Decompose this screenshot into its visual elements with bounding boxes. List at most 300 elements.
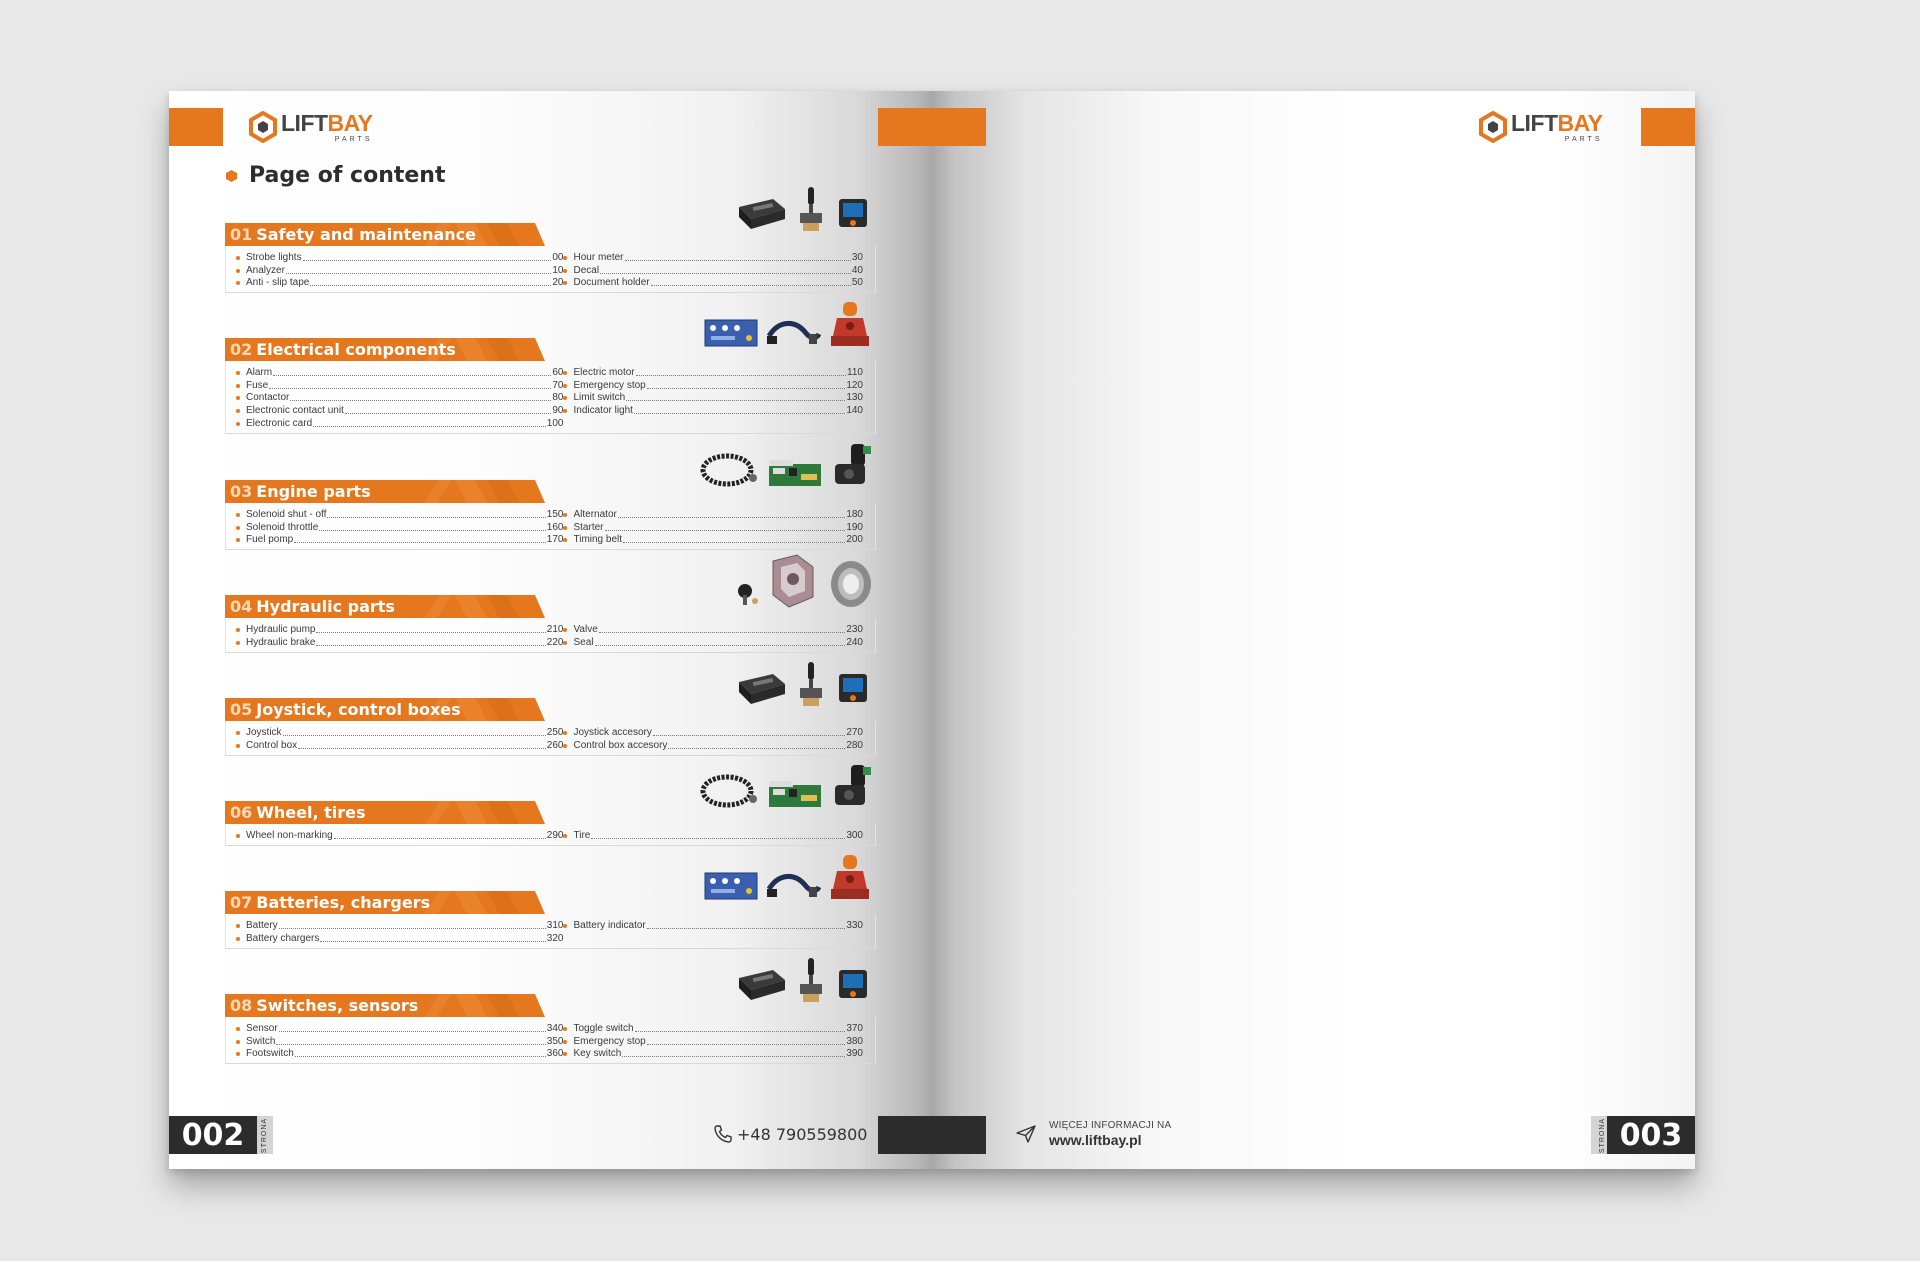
beacon-image bbox=[827, 853, 873, 903]
entry-label: Battery chargers bbox=[246, 932, 320, 944]
dot-leader bbox=[290, 400, 551, 401]
timing-belt-image bbox=[699, 450, 761, 490]
entries-column-right bbox=[563, 365, 863, 429]
entry-label: Emergency stop bbox=[573, 1035, 646, 1047]
entry-page: 20 bbox=[552, 277, 564, 289]
timing-belt-image bbox=[699, 771, 761, 811]
section-entries bbox=[225, 361, 876, 434]
entry-page: 270 bbox=[846, 726, 863, 738]
entry-page: 160 bbox=[546, 521, 564, 533]
entries-column-right bbox=[563, 250, 863, 288]
dot-leader bbox=[283, 735, 546, 736]
contents-entry[interactable] bbox=[236, 1034, 563, 1047]
contents-entry[interactable] bbox=[236, 725, 563, 738]
liftbay-logo: LIFTBAY PARTS bbox=[247, 109, 373, 145]
entry-page: 70 bbox=[552, 379, 564, 391]
bullet-dot bbox=[563, 628, 567, 632]
page-title: Page of content bbox=[226, 163, 446, 188]
entry-page: 30 bbox=[851, 251, 863, 263]
entry-page: 230 bbox=[846, 623, 863, 635]
dot-leader bbox=[286, 273, 551, 274]
entry-page: 280 bbox=[846, 739, 863, 751]
contents-entry[interactable] bbox=[563, 1047, 863, 1060]
entries-column-left bbox=[236, 725, 563, 751]
dot-leader bbox=[623, 542, 845, 543]
contents-entry[interactable] bbox=[236, 622, 563, 635]
section-number: 05 bbox=[230, 700, 253, 719]
dot-leader bbox=[298, 748, 546, 749]
entry-page: 320 bbox=[546, 932, 564, 944]
contents-entry[interactable] bbox=[236, 533, 563, 546]
joystick-image bbox=[795, 660, 827, 708]
dot-leader bbox=[625, 260, 851, 261]
entry-page: 370 bbox=[846, 1022, 863, 1034]
bullet-dot bbox=[563, 538, 567, 542]
right-page bbox=[932, 91, 1695, 1169]
bullet-dot bbox=[563, 641, 567, 645]
section-title: Electrical components bbox=[256, 340, 456, 359]
controller-image bbox=[735, 668, 789, 708]
contents-entry[interactable] bbox=[563, 276, 863, 289]
section-images bbox=[735, 660, 873, 708]
contents-section-03 bbox=[225, 480, 876, 550]
contents-entry[interactable] bbox=[563, 635, 863, 648]
entry-label: Indicator light bbox=[573, 405, 633, 417]
entry-label: Timing belt bbox=[573, 534, 623, 546]
contents-entry[interactable] bbox=[563, 403, 863, 416]
bullet-dot bbox=[563, 731, 567, 735]
phone-number: +48 790559800 bbox=[737, 1124, 868, 1144]
entry-page: 200 bbox=[846, 534, 863, 546]
hexagon-logo-icon bbox=[247, 111, 279, 143]
contents-entry[interactable] bbox=[236, 918, 563, 931]
section-header[interactable] bbox=[225, 338, 545, 361]
bracket-image bbox=[767, 553, 819, 609]
section-header[interactable] bbox=[225, 595, 545, 618]
entry-page: 10 bbox=[552, 264, 564, 276]
dot-leader bbox=[595, 645, 846, 646]
bullet-dot bbox=[236, 628, 240, 632]
header-tab-center-right bbox=[932, 108, 986, 146]
contents-entry[interactable] bbox=[563, 520, 863, 533]
section-title: Joystick, control boxes bbox=[256, 700, 461, 719]
entry-label: Starter bbox=[573, 521, 604, 533]
entries-column-right bbox=[563, 1021, 863, 1059]
entry-page: 190 bbox=[846, 521, 863, 533]
contents-entry[interactable] bbox=[563, 250, 863, 263]
more-info-label: WIĘCEJ INFORMACJI NA bbox=[1049, 1120, 1172, 1131]
entry-page: 340 bbox=[546, 1022, 564, 1034]
entry-label: Decal bbox=[573, 264, 600, 276]
entry-label: Hydraulic pump bbox=[246, 623, 316, 635]
dot-leader bbox=[634, 413, 845, 414]
section-entries bbox=[225, 503, 876, 550]
section-title: Hydraulic parts bbox=[256, 597, 395, 616]
entries-column-left bbox=[236, 250, 563, 288]
section-images bbox=[703, 853, 873, 903]
section-title: Wheel, tires bbox=[256, 803, 366, 822]
dot-leader bbox=[279, 928, 546, 929]
dot-leader bbox=[316, 645, 545, 646]
send-arrow-icon bbox=[1015, 1124, 1037, 1144]
dot-leader bbox=[636, 375, 846, 376]
bullet-dot bbox=[563, 409, 567, 413]
contents-entry[interactable] bbox=[236, 276, 563, 289]
entry-label: Alarm bbox=[246, 366, 273, 378]
entry-label: Battery indicator bbox=[573, 919, 646, 931]
contents-entry[interactable] bbox=[236, 738, 563, 751]
entry-page: 100 bbox=[546, 417, 564, 429]
cable-image bbox=[765, 869, 821, 903]
section-header[interactable] bbox=[225, 891, 545, 914]
section-images bbox=[703, 300, 873, 350]
controller-image bbox=[735, 964, 789, 1004]
entry-page: 120 bbox=[846, 379, 863, 391]
dot-leader bbox=[295, 1056, 546, 1057]
section-entries bbox=[225, 824, 876, 846]
header-tab-left bbox=[169, 108, 223, 146]
entry-page: 140 bbox=[846, 405, 863, 417]
entry-page: 390 bbox=[846, 1048, 863, 1060]
entries-column-left bbox=[236, 828, 563, 841]
entry-label: Tire bbox=[573, 829, 591, 841]
contents-section-08 bbox=[225, 994, 876, 1064]
entry-label: Emergency stop bbox=[573, 379, 646, 391]
joystick-image bbox=[795, 185, 827, 233]
dot-leader bbox=[668, 748, 845, 749]
section-header[interactable] bbox=[225, 223, 545, 246]
entry-page: 290 bbox=[546, 829, 564, 841]
bullet-dot bbox=[236, 731, 240, 735]
section-header[interactable] bbox=[225, 698, 545, 721]
entry-label: Contactor bbox=[246, 392, 290, 404]
contents-entry[interactable] bbox=[236, 378, 563, 391]
tire-image bbox=[825, 559, 873, 609]
page-label-right: STRONA bbox=[1591, 1116, 1615, 1154]
pcb-board-image bbox=[767, 781, 823, 811]
header-tab-center-left bbox=[878, 108, 932, 146]
dot-leader bbox=[294, 542, 546, 543]
contents-entry[interactable] bbox=[236, 365, 563, 378]
entry-label: Fuel pomp bbox=[246, 534, 294, 546]
entries-column-left bbox=[236, 365, 563, 429]
bullet-dot bbox=[236, 641, 240, 645]
control-box-image bbox=[833, 964, 873, 1004]
entry-page: 00 bbox=[552, 251, 564, 263]
dot-leader bbox=[334, 838, 546, 839]
contents-entry[interactable] bbox=[563, 1034, 863, 1047]
section-header[interactable] bbox=[225, 801, 545, 824]
phone-icon bbox=[713, 1124, 733, 1144]
entry-label: Electronic contact unit bbox=[246, 405, 344, 417]
contents-entry[interactable] bbox=[236, 507, 563, 520]
bullet-dot bbox=[563, 1052, 567, 1056]
section-title: Engine parts bbox=[256, 482, 371, 501]
entry-page: 250 bbox=[546, 726, 564, 738]
bullet-dot bbox=[236, 744, 240, 748]
section-number: 01 bbox=[230, 225, 253, 244]
contents-entry[interactable] bbox=[563, 263, 863, 276]
pcb-board-image bbox=[767, 460, 823, 490]
contents-section-05 bbox=[225, 698, 876, 756]
bullet-dot bbox=[236, 834, 240, 838]
page-number-right: 003 bbox=[1607, 1116, 1695, 1154]
contents-entry[interactable] bbox=[236, 250, 563, 263]
footer-bar-right bbox=[932, 1116, 986, 1154]
contents-entry[interactable] bbox=[236, 931, 563, 944]
entry-page: 180 bbox=[846, 508, 863, 520]
bullet-dot bbox=[236, 269, 240, 273]
entry-label: Seal bbox=[573, 636, 594, 648]
entry-label: Valve bbox=[573, 623, 598, 635]
entry-label: Solenoid shut - off bbox=[246, 508, 327, 520]
dot-leader bbox=[635, 1031, 846, 1032]
liftbay-logo-right: LIFTBAY PARTS bbox=[1477, 109, 1603, 145]
dot-leader bbox=[313, 426, 546, 427]
contents-entry[interactable] bbox=[563, 533, 863, 546]
entry-page: 90 bbox=[552, 405, 564, 417]
entry-label: Hour meter bbox=[573, 251, 624, 263]
dot-leader bbox=[273, 375, 551, 376]
contents-section-02 bbox=[225, 338, 876, 434]
entry-label: Control box bbox=[246, 739, 298, 751]
entry-label: Document holder bbox=[573, 277, 650, 289]
key-switch-image bbox=[731, 579, 761, 609]
contents-entry[interactable] bbox=[236, 416, 563, 429]
entry-page: 240 bbox=[846, 636, 863, 648]
entry-label: Alternator bbox=[573, 508, 617, 520]
hexagon-bullet-icon bbox=[226, 170, 237, 182]
dot-leader bbox=[647, 928, 846, 929]
phone-contact[interactable] bbox=[713, 1124, 867, 1144]
bullet-dot bbox=[563, 269, 567, 273]
entry-page: 150 bbox=[546, 508, 564, 520]
bullet-dot bbox=[236, 396, 240, 400]
contents-entry[interactable] bbox=[563, 391, 863, 404]
entry-label: Electric motor bbox=[573, 366, 635, 378]
dot-leader bbox=[316, 632, 545, 633]
entry-page: 260 bbox=[546, 739, 564, 751]
entries-column-left bbox=[236, 1021, 563, 1059]
section-number: 02 bbox=[230, 340, 253, 359]
contents-entry[interactable] bbox=[563, 378, 863, 391]
section-title: Switches, sensors bbox=[256, 996, 419, 1015]
more-info-link[interactable] bbox=[1015, 1120, 1171, 1148]
dot-leader bbox=[319, 530, 546, 531]
section-entries bbox=[225, 914, 876, 949]
entries-column-right bbox=[563, 828, 863, 841]
bullet-dot bbox=[563, 384, 567, 388]
entry-page: 380 bbox=[846, 1035, 863, 1047]
contents-section-04 bbox=[225, 595, 876, 653]
hexagon-logo-icon bbox=[1477, 111, 1509, 143]
control-box-image bbox=[833, 193, 873, 233]
page-number-left: 002 bbox=[169, 1116, 257, 1154]
contents-entry[interactable] bbox=[563, 1021, 863, 1034]
section-entries bbox=[225, 1017, 876, 1064]
entries-column-left bbox=[236, 622, 563, 648]
contents-section-01 bbox=[225, 223, 876, 293]
entry-label: Footswitch bbox=[246, 1048, 294, 1060]
entry-page: 80 bbox=[552, 392, 564, 404]
entry-label: Wheel non-marking bbox=[246, 829, 333, 841]
entry-page: 310 bbox=[546, 919, 564, 931]
dot-leader bbox=[345, 413, 552, 414]
bullet-dot bbox=[563, 834, 567, 838]
section-number: 04 bbox=[230, 597, 253, 616]
section-title: Batteries, chargers bbox=[256, 893, 431, 912]
dot-leader bbox=[622, 1056, 845, 1057]
entry-label: Anti - slip tape bbox=[246, 277, 310, 289]
bullet-dot bbox=[236, 538, 240, 542]
dot-leader bbox=[279, 1031, 546, 1032]
bullet-dot bbox=[236, 1052, 240, 1056]
entry-label: Electronic card bbox=[246, 417, 313, 429]
entry-label: Analyzer bbox=[246, 264, 285, 276]
contents-entry[interactable] bbox=[236, 403, 563, 416]
section-images bbox=[699, 763, 873, 811]
contents-entry[interactable] bbox=[236, 1047, 563, 1060]
contents-entry[interactable] bbox=[236, 391, 563, 404]
entry-label: Control box accesory bbox=[573, 739, 668, 751]
entry-label: Sensor bbox=[246, 1022, 278, 1034]
contents-entry[interactable] bbox=[563, 365, 863, 378]
contents-entry[interactable] bbox=[236, 520, 563, 533]
dot-leader bbox=[591, 838, 845, 839]
entry-label: Strobe lights bbox=[246, 251, 302, 263]
bullet-dot bbox=[563, 513, 567, 517]
entry-label: Battery bbox=[246, 919, 278, 931]
bullet-dot bbox=[563, 526, 567, 530]
entry-label: Hydraulic brake bbox=[246, 636, 316, 648]
dot-leader bbox=[303, 260, 552, 261]
bullet-dot bbox=[563, 1027, 567, 1031]
entry-label: Toggle switch bbox=[573, 1022, 634, 1034]
bullet-dot bbox=[563, 1040, 567, 1044]
header-tab-right bbox=[1641, 108, 1695, 146]
section-entries bbox=[225, 246, 876, 293]
bullet-dot bbox=[563, 256, 567, 260]
entry-label: Joystick bbox=[246, 726, 282, 738]
entry-page: 360 bbox=[546, 1048, 564, 1060]
bullet-dot bbox=[236, 1040, 240, 1044]
bullet-dot bbox=[563, 396, 567, 400]
cable-image bbox=[765, 316, 821, 350]
section-images bbox=[735, 956, 873, 1004]
contents-entry[interactable] bbox=[563, 507, 863, 520]
dot-leader bbox=[626, 400, 845, 401]
entries-column-right bbox=[563, 725, 863, 751]
section-title: Safety and maintenance bbox=[256, 225, 477, 244]
section-entries bbox=[225, 721, 876, 756]
section-images bbox=[735, 185, 873, 233]
entry-label: Switch bbox=[246, 1035, 276, 1047]
entry-page: 110 bbox=[847, 366, 863, 378]
contents-entry[interactable] bbox=[236, 263, 563, 276]
dot-leader bbox=[605, 530, 846, 531]
page-label-left: STRONA bbox=[257, 1116, 273, 1154]
dot-leader bbox=[269, 388, 551, 389]
section-images bbox=[699, 442, 873, 490]
entry-page: 330 bbox=[846, 919, 863, 931]
section-number: 03 bbox=[230, 482, 253, 501]
contents-entry[interactable] bbox=[563, 622, 863, 635]
entry-label: Fuse bbox=[246, 379, 269, 391]
entry-page: 40 bbox=[851, 264, 863, 276]
dot-leader bbox=[310, 285, 551, 286]
circuit-board-image bbox=[703, 316, 759, 350]
entry-label: Key switch bbox=[573, 1048, 622, 1060]
contents-entry[interactable] bbox=[563, 918, 863, 931]
section-header[interactable] bbox=[225, 994, 545, 1017]
contents-entry[interactable] bbox=[563, 725, 863, 738]
beacon-image bbox=[827, 300, 873, 350]
contents-entry[interactable] bbox=[563, 828, 863, 841]
dot-leader bbox=[653, 735, 845, 736]
circuit-board-image bbox=[703, 869, 759, 903]
footer-bar-left bbox=[878, 1116, 932, 1154]
bullet-dot bbox=[563, 924, 567, 928]
left-page bbox=[169, 91, 932, 1169]
contents-entry[interactable] bbox=[236, 1021, 563, 1034]
entries-column-right bbox=[563, 622, 863, 648]
contents-section-07 bbox=[225, 891, 876, 949]
bullet-dot bbox=[236, 513, 240, 517]
contents-entry[interactable] bbox=[236, 828, 563, 841]
dot-leader bbox=[320, 941, 545, 942]
bullet-dot bbox=[236, 256, 240, 260]
dot-leader bbox=[276, 1044, 545, 1045]
contents-entry[interactable] bbox=[236, 635, 563, 648]
website-link[interactable]: www.liftbay.pl bbox=[1049, 1132, 1142, 1148]
entries-column-left bbox=[236, 507, 563, 545]
section-number: 07 bbox=[230, 893, 253, 912]
entry-label: Joystick accesory bbox=[573, 726, 652, 738]
catalog-spread bbox=[169, 91, 1695, 1169]
bullet-dot bbox=[236, 409, 240, 413]
joystick-handle-image bbox=[829, 442, 873, 490]
dot-leader bbox=[647, 1044, 846, 1045]
bullet-dot bbox=[236, 384, 240, 388]
bullet-dot bbox=[236, 281, 240, 285]
dot-leader bbox=[327, 517, 545, 518]
dot-leader bbox=[599, 632, 846, 633]
entry-label: Solenoid throttle bbox=[246, 521, 319, 533]
bullet-dot bbox=[236, 1027, 240, 1031]
entry-label: Limit switch bbox=[573, 392, 626, 404]
contents-section-06 bbox=[225, 801, 876, 846]
dot-leader bbox=[600, 273, 851, 274]
entry-page: 220 bbox=[546, 636, 564, 648]
dot-leader bbox=[647, 388, 846, 389]
entries-column-right bbox=[563, 918, 863, 944]
joystick-image bbox=[795, 956, 827, 1004]
joystick-handle-image bbox=[829, 763, 873, 811]
entry-page: 170 bbox=[546, 534, 564, 546]
section-number: 08 bbox=[230, 996, 253, 1015]
entry-page: 210 bbox=[546, 623, 564, 635]
section-number: 06 bbox=[230, 803, 253, 822]
section-images bbox=[731, 553, 873, 609]
dot-leader bbox=[651, 285, 851, 286]
contents-entry[interactable] bbox=[563, 738, 863, 751]
section-entries bbox=[225, 618, 876, 653]
controller-image bbox=[735, 193, 789, 233]
bullet-dot bbox=[563, 281, 567, 285]
entry-page: 130 bbox=[846, 392, 863, 404]
section-header[interactable] bbox=[225, 480, 545, 503]
bullet-dot bbox=[563, 371, 567, 375]
